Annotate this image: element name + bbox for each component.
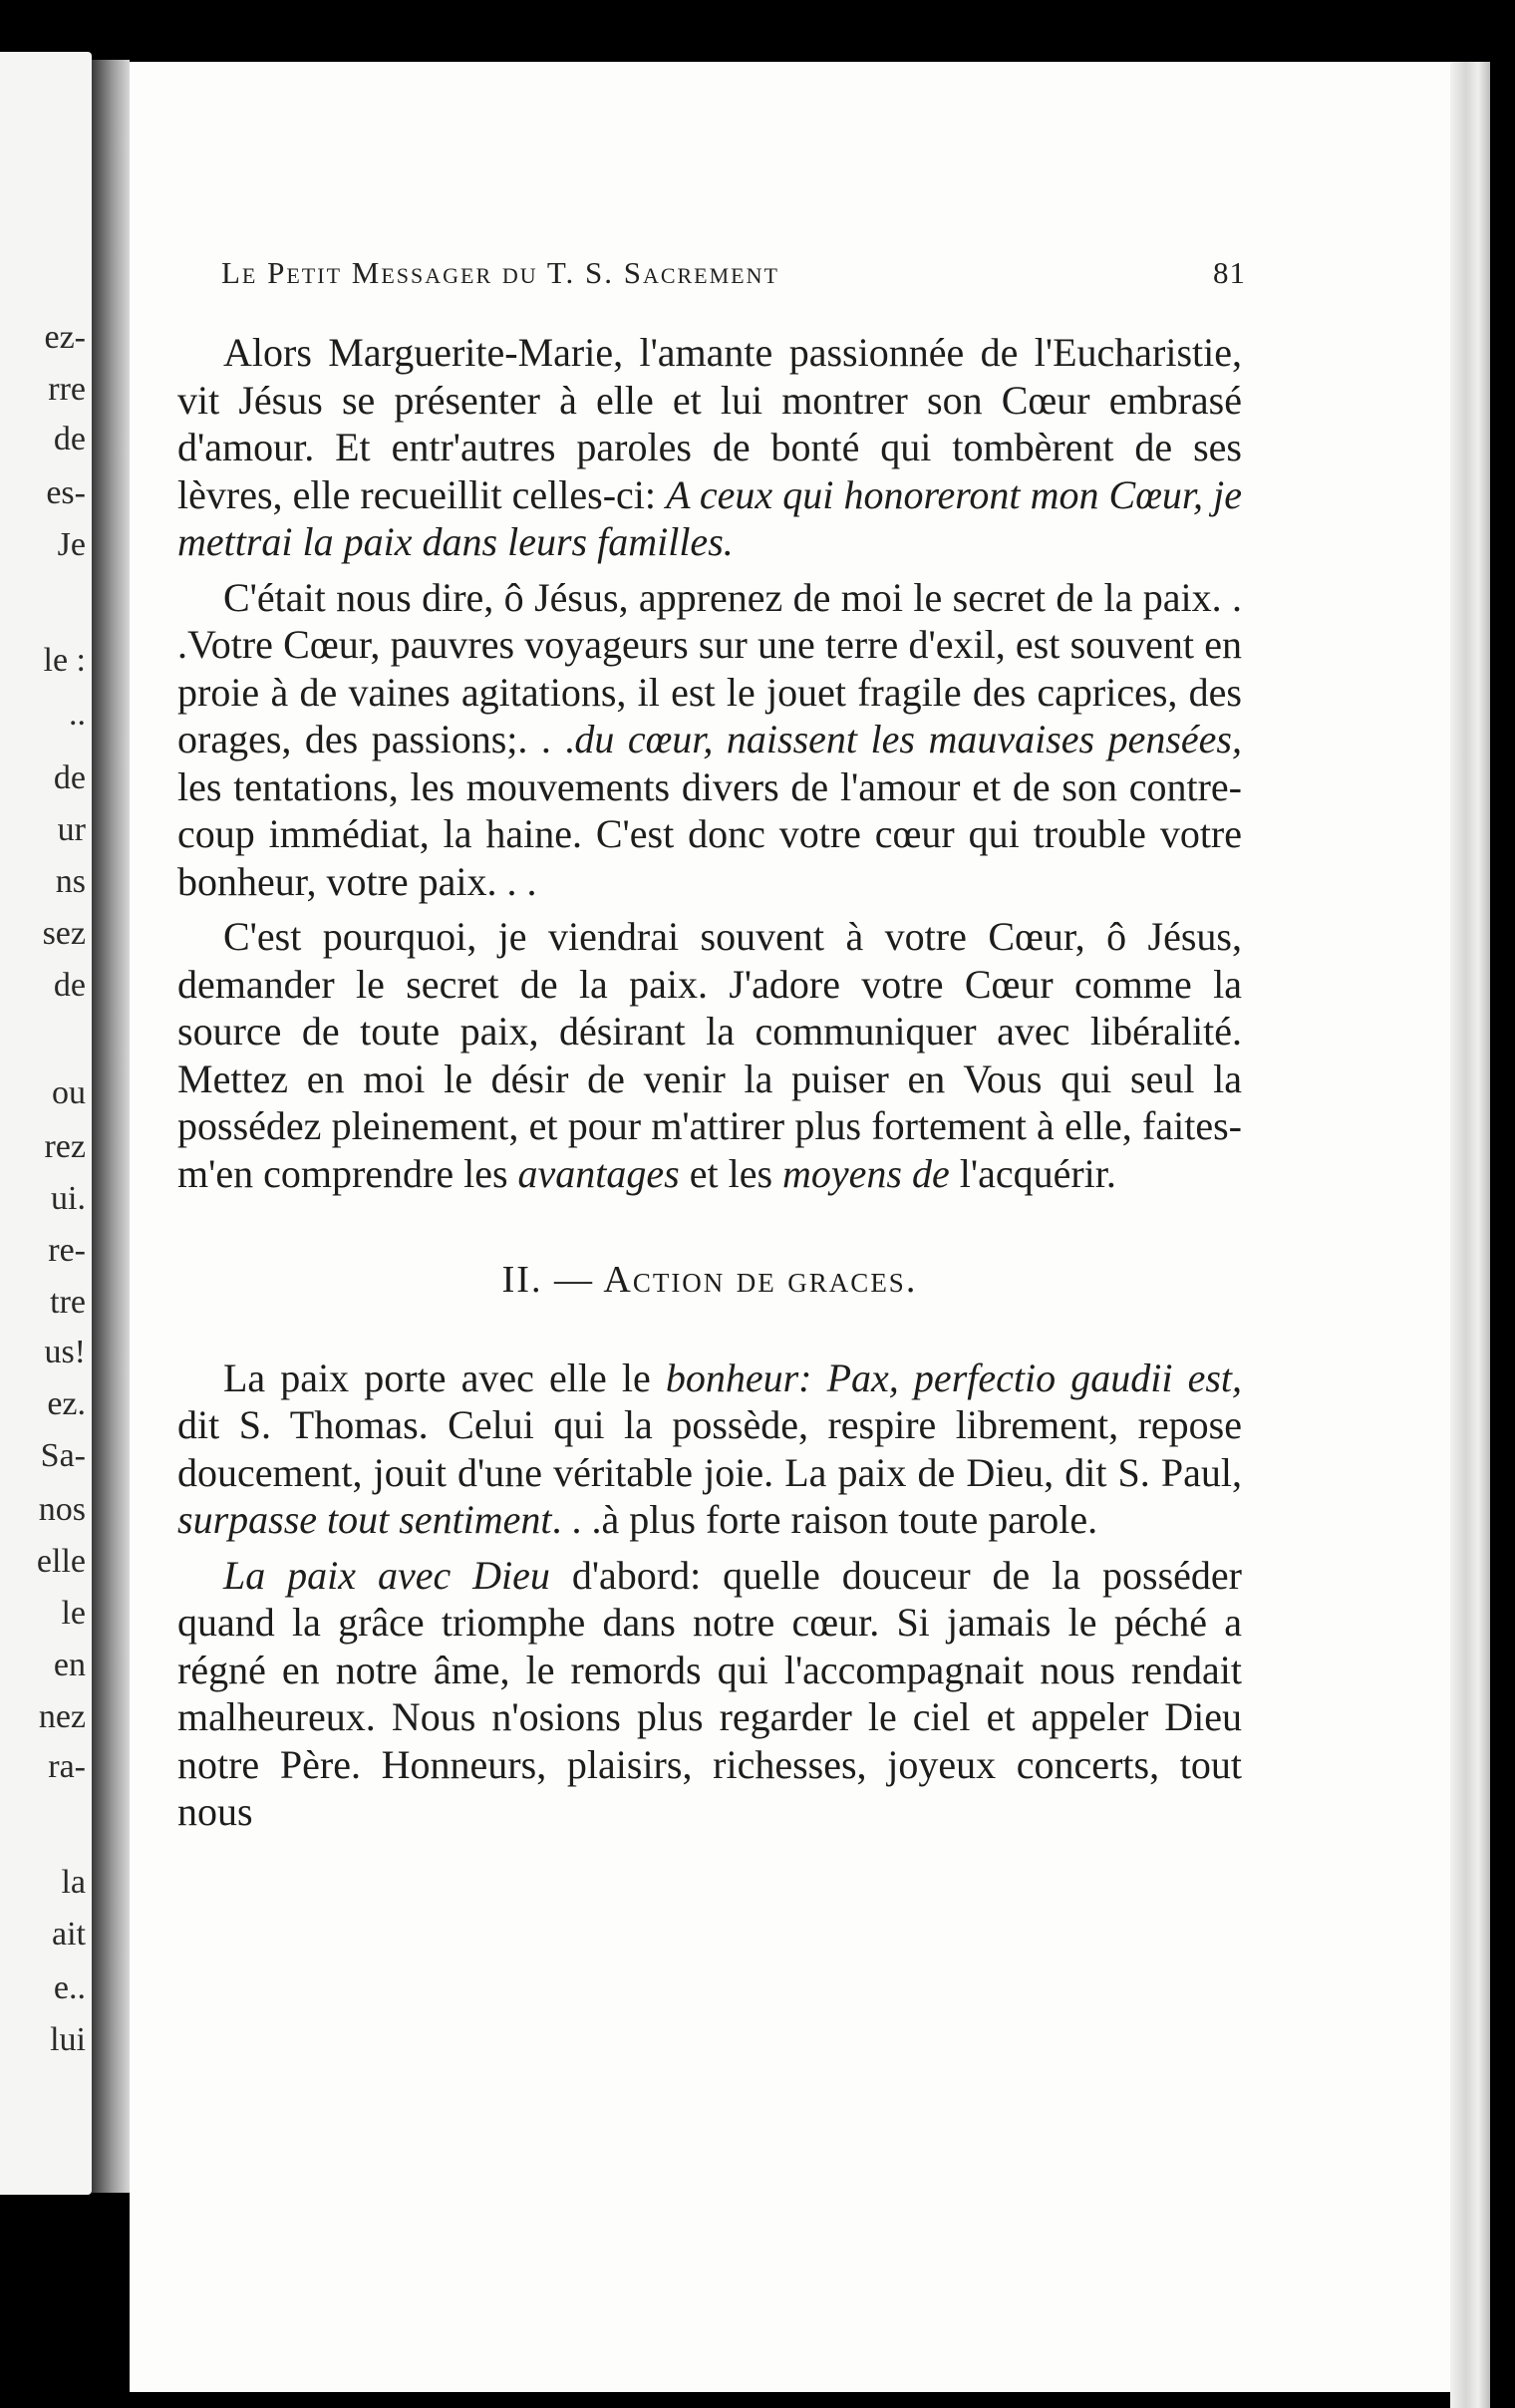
italic-text: La paix avec Dieu (223, 1552, 550, 1598)
previous-page-fragment: us! (44, 1334, 86, 1370)
text-run: l'acquérir. (949, 1150, 1116, 1196)
text-run: dit S. Thomas. Celui qui la possède, respire librement, repose doucement, jouit d'une véritable joie. La paix de Dieu, dit S. Paul, (177, 1402, 1242, 1495)
paragraph (177, 329, 1242, 566)
previous-page-fragment: tre (50, 1284, 86, 1321)
previous-page-fragment: re- (48, 1232, 86, 1269)
italic-text: avantages (517, 1150, 680, 1196)
paragraph (177, 1552, 1242, 1836)
previous-page-fragment: Je (57, 526, 86, 563)
previous-page-fragment: ns (55, 863, 86, 900)
italic-text: bonheur: Pax, perfectio gaudii est, (665, 1354, 1243, 1400)
previous-page-fragment: ou (52, 1074, 86, 1111)
italic-text: surpasse tout sentiment (177, 1497, 552, 1542)
previous-page-fragment: de (53, 967, 86, 1004)
previous-page-fragment: nez (38, 1698, 86, 1735)
previous-page-fragment: le : (43, 642, 86, 679)
binding-shadow (92, 60, 130, 2193)
italic-text: moyens de (782, 1150, 950, 1196)
previous-page-fragment: ra- (48, 1748, 86, 1785)
section-number: II. — (501, 1259, 594, 1301)
text-run: les tentations, les mouvements divers de l'amour et de son contre-coup immédiat, la haine. C'est donc votre cœur qui trouble votre bonheur, votre paix. . . (177, 763, 1242, 904)
paragraphs-section-1 (177, 329, 1242, 1197)
previous-page-fragment: de (53, 421, 86, 457)
text-run: La paix porte avec elle le (223, 1354, 666, 1400)
previous-page-fragment: en (53, 1647, 86, 1683)
running-title: Le Petit Messager du T. S. Sacrement (221, 255, 779, 290)
previous-page-fragment: ur (57, 811, 86, 848)
previous-page-fragment: sez (42, 915, 86, 952)
paragraph (177, 1354, 1242, 1544)
text-run: et les (679, 1150, 783, 1196)
paragraph (177, 913, 1242, 1197)
previous-page-fragment: nos (38, 1491, 86, 1528)
previous-page-fragment: e.. (53, 1969, 86, 2006)
paragraphs-section-2 (177, 1354, 1242, 1836)
text-run: d'abord: quelle douceur de la posséder quand la grâce triomphe dans notre cœur. Si jamais le péché a régné en notre âme, le remords qui l'accompagnait nous rendait malheureux. Nous n'osions plus regarder le ciel et appeler Dieu notre Père. Honneurs, plaisirs, richesses, joyeux concerts, tout nous (177, 1552, 1242, 1834)
previous-page-fragment: ui. (51, 1180, 86, 1217)
previous-page-fragment: ez. (47, 1385, 86, 1422)
section-heading-text: Action de graces. (603, 1259, 918, 1301)
text-run: . . .à plus forte raison toute parole. (551, 1497, 1098, 1542)
previous-page-fragment: lui (50, 2021, 86, 2058)
running-header (221, 255, 1246, 291)
previous-page-fragment: le (61, 1595, 86, 1632)
paragraph (177, 574, 1242, 906)
previous-page-fragment: la (61, 1864, 86, 1901)
text-run: C'était nous dire, ô Jésus, apprenez de moi le secret de la paix. . .Votre Cœur, pauvres voyageurs sur une terre d'exil, est souvent en proie à de vaines agitations, il est le jouet fragile des caprices, des orages, des passions;. . . (177, 574, 1242, 761)
previous-page-fragment: .. (69, 696, 86, 733)
previous-page-fragment: elle (36, 1543, 86, 1580)
previous-page-fragment: rez (44, 1128, 86, 1165)
page-body (177, 329, 1242, 1844)
page-number: 81 (1213, 255, 1246, 290)
text-run: C'est pourquoi, je viendrai souvent à votre Cœur, ô Jésus, demander le secret de la paix. J'adore votre Cœur comme la source de toute paix, désirant la communiquer avec libéralité. Mettez en moi le désir de venir la puiser en Vous qui seul la possédez pleinement, et pour m'attirer plus fortement à elle, faites-m'en comprendre les (177, 914, 1242, 1196)
previous-page-fragment: ez- (44, 319, 86, 356)
italic-text: du cœur, naissent les mauvaises pensées, (574, 717, 1242, 761)
previous-page (0, 52, 92, 2195)
previous-page-fragment: rre (48, 371, 86, 408)
previous-page-fragment: de (53, 759, 86, 796)
section-heading (177, 1257, 1242, 1305)
italic-text: A ceux qui honoreront mon Cœur, je mettrai la paix dans leurs familles. (177, 471, 1242, 564)
text-run: Alors Marguerite-Marie, l'amante passionnée de l'Eucharistie, vit Jésus se présenter à elle et lui montrer son Cœur embrasé d'amour. Et entr'autres paroles de bonté qui tombèrent de ses lèvres, elle recueillit celles-ci: (177, 330, 1242, 517)
previous-page-fragment: ait (52, 1916, 86, 1953)
page-edge (1450, 62, 1490, 2408)
previous-page-fragment: es- (46, 474, 86, 511)
previous-page-fragment: Sa- (40, 1437, 86, 1474)
